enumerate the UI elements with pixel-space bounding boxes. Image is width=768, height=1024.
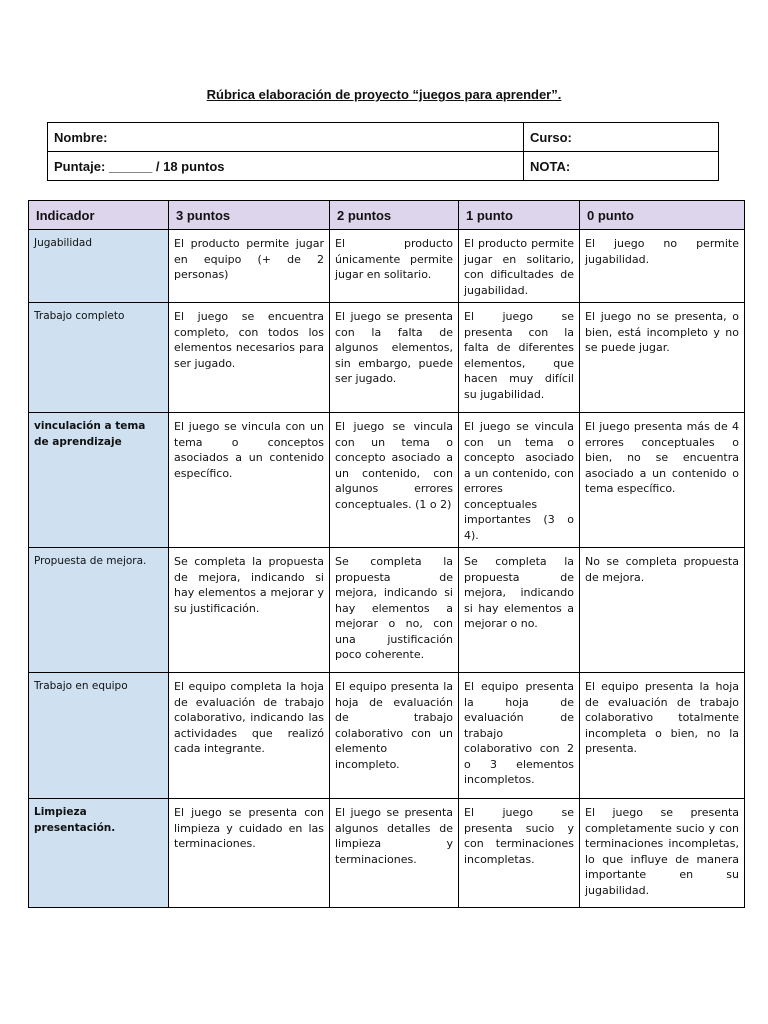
criterion-cell: El juego se vincula con un tema o conceptos asociados a un contenido específico.	[169, 413, 330, 548]
indicator-jugabilidad: Jugabilidad	[29, 230, 169, 303]
table-row	[29, 799, 745, 908]
criterion-cell: El juego no permite jugabilidad.	[580, 230, 745, 303]
table-row	[29, 413, 745, 548]
criterion-cell: El juego se presenta completamente sucio y con terminaciones incompletas, lo que influye de manera importante en su jugabilidad.	[580, 799, 745, 908]
criterion-cell: El juego se vincula con un tema o concepto asociado a un contenido, con errores conceptuales importantes (3 o 4).	[459, 413, 580, 548]
column-header-indicador: Indicador	[29, 201, 169, 230]
nota-field: NOTA:	[524, 152, 719, 181]
criterion-cell: El equipo presenta la hoja de evaluación de trabajo colaborativo totalmente incompleta o bien, no la presenta.	[580, 673, 745, 799]
table-row	[29, 548, 745, 673]
criterion-cell: El producto únicamente permite jugar en solitario.	[330, 230, 459, 303]
rubric-table	[28, 200, 745, 908]
criterion-cell: El producto permite jugar en solitario, con dificultades de jugabilidad.	[459, 230, 580, 303]
criterion-cell: El juego se presenta algunos detalles de limpieza y terminaciones.	[330, 799, 459, 908]
indicator-trabajo-completo: Trabajo completo	[29, 303, 169, 413]
criterion-cell: El equipo completa la hoja de evaluación de trabajo colaborativo, indicando las actividades que realizó cada integrante.	[169, 673, 330, 799]
column-header-0-punto: 0 punto	[580, 201, 745, 230]
criterion-cell: No se completa propuesta de mejora.	[580, 548, 745, 673]
criterion-cell: El equipo presenta la hoja de evaluación de trabajo colaborativo con 2 o 3 elementos incompletos.	[459, 673, 580, 799]
column-header-2-puntos: 2 puntos	[330, 201, 459, 230]
criterion-cell: El equipo presenta la hoja de evaluación de trabajo colaborativo con un elemento incompleto.	[330, 673, 459, 799]
criterion-cell: El juego se presenta sucio y con terminaciones incompletas.	[459, 799, 580, 908]
criterion-cell: Se completa la propuesta de mejora, indicando si hay elementos a mejorar o no, con una justificación poco coherente.	[330, 548, 459, 673]
criterion-cell: El juego no se presenta, o bien, está incompleto y no se puede jugar.	[580, 303, 745, 413]
table-row	[29, 673, 745, 799]
document-title: Rúbrica elaboración de proyecto “juegos para aprender”.	[206, 87, 562, 102]
table-row	[29, 230, 745, 303]
criterion-cell: El juego se presenta con la falta de diferentes elementos, que hacen muy difícil su jugabilidad.	[459, 303, 580, 413]
rubric-header-row	[29, 201, 745, 230]
criterion-cell: El juego se presenta con la falta de algunos elementos, sin embargo, puede ser jugado.	[330, 303, 459, 413]
criterion-cell: Se completa la propuesta de mejora, indicando si hay elementos a mejorar o no.	[459, 548, 580, 673]
column-header-1-punto: 1 punto	[459, 201, 580, 230]
nombre-field: Nombre:	[48, 123, 524, 152]
puntaje-field: Puntaje: ______ / 18 puntos	[48, 152, 524, 181]
column-header-3-puntos: 3 puntos	[169, 201, 330, 230]
curso-field: Curso:	[524, 123, 719, 152]
table-row	[29, 303, 745, 413]
indicator-propuesta-de-mejora: Propuesta de mejora.	[29, 548, 169, 673]
criterion-cell: El producto permite jugar en equipo (+ de 2 personas)	[169, 230, 330, 303]
criterion-cell: Se completa la propuesta de mejora, indicando si hay elementos a mejorar y su justificación.	[169, 548, 330, 673]
criterion-cell: El juego se encuentra completo, con todos los elementos necesarios para ser jugado.	[169, 303, 330, 413]
student-info-table	[47, 122, 719, 181]
criterion-cell: El juego presenta más de 4 errores conceptuales o bien, no se encuentra asociado a un contenido o tema específico.	[580, 413, 745, 548]
indicator-trabajo-en-equipo: Trabajo en equipo	[29, 673, 169, 799]
criterion-cell: El juego se presenta con limpieza y cuidado en las terminaciones.	[169, 799, 330, 908]
indicator-limpieza: Limpieza presentación.	[29, 799, 169, 908]
criterion-cell: El juego se vincula con un tema o concepto asociado a un contenido, con algunos errores conceptuales. (1 o 2)	[330, 413, 459, 548]
indicator-vinculacion: vinculación a tema de aprendizaje	[29, 413, 169, 548]
